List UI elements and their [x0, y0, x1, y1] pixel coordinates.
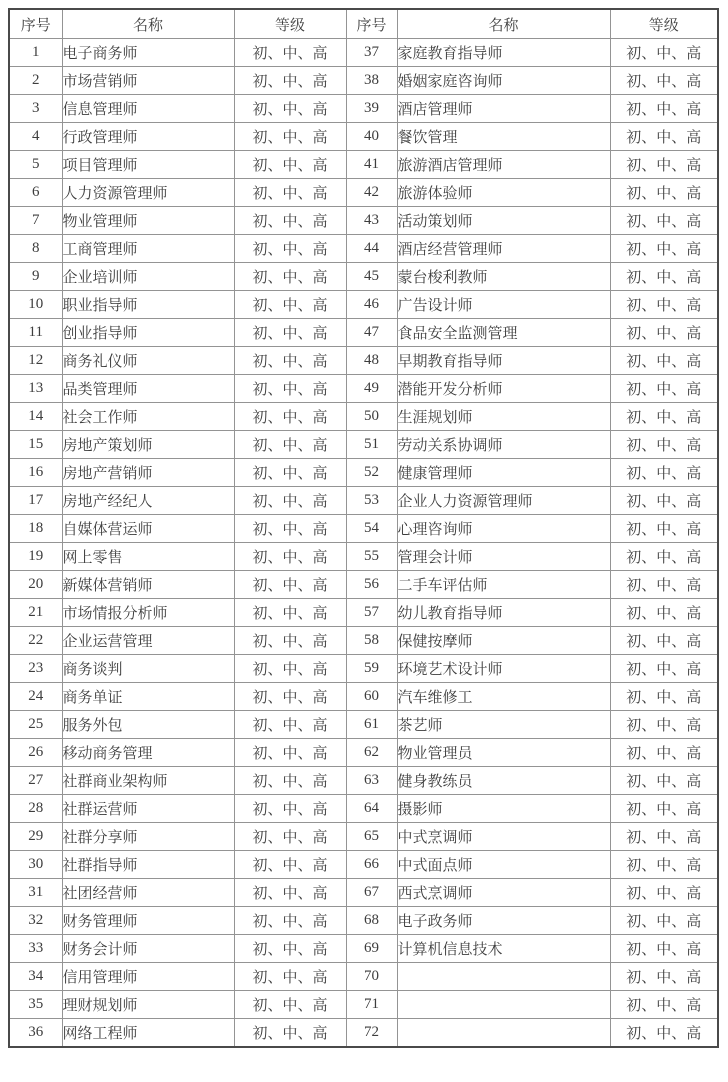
cell-level: 初、中、高 — [610, 515, 718, 543]
cell-no: 66 — [346, 851, 397, 879]
table-row — [9, 207, 718, 235]
cell-level: 初、中、高 — [610, 207, 718, 235]
table-row — [9, 459, 718, 487]
cell-name: 自媒体营运师 — [62, 515, 234, 543]
cell-no: 1 — [9, 39, 62, 67]
cell-no: 72 — [346, 1019, 397, 1048]
cell-level: 初、中、高 — [234, 95, 346, 123]
cell-level: 初、中、高 — [610, 347, 718, 375]
table-row — [9, 95, 718, 123]
cell-no: 63 — [346, 767, 397, 795]
cell-name: 移动商务管理 — [62, 739, 234, 767]
cell-level: 初、中、高 — [234, 1019, 346, 1048]
cell-level: 初、中、高 — [234, 935, 346, 963]
cell-name: 计算机信息技术 — [397, 935, 610, 963]
table-row — [9, 431, 718, 459]
cell-name: 物业管理员 — [397, 739, 610, 767]
cell-name: 汽车维修工 — [397, 683, 610, 711]
cell-name: 行政管理师 — [62, 123, 234, 151]
cell-no: 12 — [9, 347, 62, 375]
cell-name — [397, 963, 610, 991]
cell-name: 创业指导师 — [62, 319, 234, 347]
cell-level: 初、中、高 — [234, 431, 346, 459]
cell-no: 68 — [346, 907, 397, 935]
cell-level: 初、中、高 — [234, 179, 346, 207]
cell-name: 餐饮管理 — [397, 123, 610, 151]
cell-no: 26 — [9, 739, 62, 767]
cell-level: 初、中、高 — [610, 935, 718, 963]
cell-name: 蒙台梭利教师 — [397, 263, 610, 291]
cell-name: 二手车评估师 — [397, 571, 610, 599]
table-row — [9, 235, 718, 263]
cell-level: 初、中、高 — [610, 487, 718, 515]
cell-level: 初、中、高 — [610, 459, 718, 487]
cell-no: 44 — [346, 235, 397, 263]
cell-no: 32 — [9, 907, 62, 935]
cell-name: 心理咨询师 — [397, 515, 610, 543]
cell-name: 摄影师 — [397, 795, 610, 823]
cell-no: 7 — [9, 207, 62, 235]
cell-level: 初、中、高 — [234, 571, 346, 599]
cell-no: 13 — [9, 375, 62, 403]
cell-name: 信用管理师 — [62, 963, 234, 991]
cell-no: 30 — [9, 851, 62, 879]
cell-no: 51 — [346, 431, 397, 459]
cell-no: 37 — [346, 39, 397, 67]
table-row — [9, 263, 718, 291]
cell-level: 初、中、高 — [610, 543, 718, 571]
cell-no: 29 — [9, 823, 62, 851]
cell-level: 初、中、高 — [234, 627, 346, 655]
cell-no: 31 — [9, 879, 62, 907]
cell-name: 物业管理师 — [62, 207, 234, 235]
cell-level: 初、中、高 — [610, 795, 718, 823]
column-header-number-right: 序号 — [346, 9, 397, 39]
table-row — [9, 627, 718, 655]
table-row — [9, 375, 718, 403]
cell-no: 67 — [346, 879, 397, 907]
cell-name: 社群运营师 — [62, 795, 234, 823]
cell-level: 初、中、高 — [234, 207, 346, 235]
cell-no: 20 — [9, 571, 62, 599]
cell-level: 初、中、高 — [610, 95, 718, 123]
cell-no: 35 — [9, 991, 62, 1019]
cell-no: 50 — [346, 403, 397, 431]
cell-no: 40 — [346, 123, 397, 151]
cell-level: 初、中、高 — [234, 767, 346, 795]
cell-name: 职业指导师 — [62, 291, 234, 319]
cell-level: 初、中、高 — [234, 67, 346, 95]
cell-level: 初、中、高 — [234, 291, 346, 319]
cell-name: 中式烹调师 — [397, 823, 610, 851]
cell-level: 初、中、高 — [234, 319, 346, 347]
table-row — [9, 39, 718, 67]
cell-level: 初、中、高 — [234, 123, 346, 151]
cell-no: 4 — [9, 123, 62, 151]
cell-name: 早期教育指导师 — [397, 347, 610, 375]
cell-no: 71 — [346, 991, 397, 1019]
cell-level: 初、中、高 — [234, 39, 346, 67]
cell-no: 6 — [9, 179, 62, 207]
cell-no: 64 — [346, 795, 397, 823]
cell-level: 初、中、高 — [610, 67, 718, 95]
cell-name — [397, 991, 610, 1019]
cell-name: 旅游酒店管理师 — [397, 151, 610, 179]
column-header-level-left: 等级 — [234, 9, 346, 39]
cell-level: 初、中、高 — [610, 123, 718, 151]
cell-no: 34 — [9, 963, 62, 991]
cell-name: 房地产策划师 — [62, 431, 234, 459]
cell-no: 15 — [9, 431, 62, 459]
cell-level: 初、中、高 — [234, 739, 346, 767]
table-row — [9, 515, 718, 543]
cell-level: 初、中、高 — [610, 39, 718, 67]
cell-name: 财务会计师 — [62, 935, 234, 963]
cell-name: 网上零售 — [62, 543, 234, 571]
cell-no: 21 — [9, 599, 62, 627]
table-row — [9, 67, 718, 95]
cell-no: 3 — [9, 95, 62, 123]
cell-name: 社群分享师 — [62, 823, 234, 851]
cell-no: 16 — [9, 459, 62, 487]
cell-level: 初、中、高 — [610, 907, 718, 935]
table-body — [9, 39, 718, 1048]
cell-name: 项目管理师 — [62, 151, 234, 179]
cell-no: 24 — [9, 683, 62, 711]
cell-level: 初、中、高 — [234, 599, 346, 627]
cell-name: 食品安全监测管理 — [397, 319, 610, 347]
cell-level: 初、中、高 — [234, 851, 346, 879]
cell-name: 健康管理师 — [397, 459, 610, 487]
cell-no: 49 — [346, 375, 397, 403]
cell-level: 初、中、高 — [610, 319, 718, 347]
cell-name: 社会工作师 — [62, 403, 234, 431]
cell-name: 家庭教育指导师 — [397, 39, 610, 67]
cell-level: 初、中、高 — [234, 235, 346, 263]
cell-name: 幼儿教育指导师 — [397, 599, 610, 627]
cell-no: 52 — [346, 459, 397, 487]
cell-no: 57 — [346, 599, 397, 627]
cell-no: 17 — [9, 487, 62, 515]
cell-name: 电子政务师 — [397, 907, 610, 935]
cell-no: 59 — [346, 655, 397, 683]
cell-no: 9 — [9, 263, 62, 291]
column-header-name-right: 名称 — [397, 9, 610, 39]
cell-no: 36 — [9, 1019, 62, 1048]
cell-level: 初、中、高 — [610, 403, 718, 431]
cell-level: 初、中、高 — [234, 375, 346, 403]
cell-level: 初、中、高 — [610, 263, 718, 291]
cell-level: 初、中、高 — [610, 683, 718, 711]
cell-name: 新媒体营销师 — [62, 571, 234, 599]
cell-level: 初、中、高 — [610, 655, 718, 683]
table-row — [9, 935, 718, 963]
cell-no: 33 — [9, 935, 62, 963]
cell-name: 房地产经纪人 — [62, 487, 234, 515]
table-row — [9, 795, 718, 823]
cell-no: 70 — [346, 963, 397, 991]
table-row — [9, 1019, 718, 1048]
cell-level: 初、中、高 — [234, 487, 346, 515]
cell-name: 企业运营管理 — [62, 627, 234, 655]
cell-no: 61 — [346, 711, 397, 739]
cell-name: 社群指导师 — [62, 851, 234, 879]
cell-name: 旅游体验师 — [397, 179, 610, 207]
cell-no: 14 — [9, 403, 62, 431]
cell-no: 8 — [9, 235, 62, 263]
cell-name: 西式烹调师 — [397, 879, 610, 907]
cell-name: 劳动关系协调师 — [397, 431, 610, 459]
cell-no: 42 — [346, 179, 397, 207]
table-row — [9, 963, 718, 991]
cell-level: 初、中、高 — [610, 627, 718, 655]
cell-name: 服务外包 — [62, 711, 234, 739]
cell-name: 企业培训师 — [62, 263, 234, 291]
cell-no: 25 — [9, 711, 62, 739]
cell-level: 初、中、高 — [610, 963, 718, 991]
cell-no: 69 — [346, 935, 397, 963]
cell-name: 酒店管理师 — [397, 95, 610, 123]
table-row — [9, 991, 718, 1019]
cell-no: 56 — [346, 571, 397, 599]
cell-level: 初、中、高 — [234, 991, 346, 1019]
cell-name: 信息管理师 — [62, 95, 234, 123]
cell-level: 初、中、高 — [610, 599, 718, 627]
cell-level: 初、中、高 — [610, 151, 718, 179]
cell-name: 人力资源管理师 — [62, 179, 234, 207]
cell-name: 财务管理师 — [62, 907, 234, 935]
cell-level: 初、中、高 — [234, 515, 346, 543]
cell-no: 5 — [9, 151, 62, 179]
cell-level: 初、中、高 — [234, 347, 346, 375]
cell-level: 初、中、高 — [610, 179, 718, 207]
cell-no: 60 — [346, 683, 397, 711]
cell-name: 网络工程师 — [62, 1019, 234, 1048]
cell-level: 初、中、高 — [234, 655, 346, 683]
cell-level: 初、中、高 — [234, 543, 346, 571]
cell-no: 41 — [346, 151, 397, 179]
table-row — [9, 823, 718, 851]
cell-level: 初、中、高 — [610, 1019, 718, 1048]
cell-level: 初、中、高 — [610, 235, 718, 263]
table-row — [9, 319, 718, 347]
cell-name: 社群商业架构师 — [62, 767, 234, 795]
cell-level: 初、中、高 — [610, 711, 718, 739]
cell-level: 初、中、高 — [610, 571, 718, 599]
column-header-name-left: 名称 — [62, 9, 234, 39]
cell-name: 酒店经营管理师 — [397, 235, 610, 263]
table-row — [9, 571, 718, 599]
cell-no: 46 — [346, 291, 397, 319]
cell-name: 茶艺师 — [397, 711, 610, 739]
table-row — [9, 403, 718, 431]
cell-no: 39 — [346, 95, 397, 123]
cell-level: 初、中、高 — [234, 263, 346, 291]
cell-no: 62 — [346, 739, 397, 767]
table-row — [9, 907, 718, 935]
cell-name: 保健按摩师 — [397, 627, 610, 655]
table-row — [9, 179, 718, 207]
cell-no: 48 — [346, 347, 397, 375]
cell-no: 19 — [9, 543, 62, 571]
table-row — [9, 879, 718, 907]
table-header — [9, 9, 718, 39]
cell-level: 初、中、高 — [610, 767, 718, 795]
cell-level: 初、中、高 — [234, 711, 346, 739]
cell-no: 53 — [346, 487, 397, 515]
cell-name: 生涯规划师 — [397, 403, 610, 431]
cell-name: 商务谈判 — [62, 655, 234, 683]
table-row — [9, 487, 718, 515]
cell-level: 初、中、高 — [234, 879, 346, 907]
cell-name: 工商管理师 — [62, 235, 234, 263]
certification-levels-table — [8, 8, 719, 1048]
cell-name: 社团经营师 — [62, 879, 234, 907]
cell-name: 理财规划师 — [62, 991, 234, 1019]
cell-no: 18 — [9, 515, 62, 543]
table-row — [9, 151, 718, 179]
cell-name: 房地产营销师 — [62, 459, 234, 487]
cell-name: 市场营销师 — [62, 67, 234, 95]
cell-name: 商务礼仪师 — [62, 347, 234, 375]
cell-name: 品类管理师 — [62, 375, 234, 403]
cell-name: 活动策划师 — [397, 207, 610, 235]
cell-no: 27 — [9, 767, 62, 795]
header-row — [9, 9, 718, 39]
cell-level: 初、中、高 — [234, 459, 346, 487]
cell-no: 45 — [346, 263, 397, 291]
cell-name: 婚姻家庭咨询师 — [397, 67, 610, 95]
table-row — [9, 711, 718, 739]
cell-name: 环境艺术设计师 — [397, 655, 610, 683]
cell-no: 28 — [9, 795, 62, 823]
cell-no: 58 — [346, 627, 397, 655]
cell-level: 初、中、高 — [610, 375, 718, 403]
cell-name: 商务单证 — [62, 683, 234, 711]
cell-level: 初、中、高 — [234, 907, 346, 935]
cell-no: 10 — [9, 291, 62, 319]
cell-no: 47 — [346, 319, 397, 347]
cell-level: 初、中、高 — [610, 739, 718, 767]
table-row — [9, 739, 718, 767]
cell-level: 初、中、高 — [610, 851, 718, 879]
cell-name: 管理会计师 — [397, 543, 610, 571]
cell-name — [397, 1019, 610, 1048]
cell-name: 健身教练员 — [397, 767, 610, 795]
cell-no: 43 — [346, 207, 397, 235]
cell-level: 初、中、高 — [234, 403, 346, 431]
cell-name: 广告设计师 — [397, 291, 610, 319]
cell-no: 11 — [9, 319, 62, 347]
table-row — [9, 683, 718, 711]
column-header-level-right: 等级 — [610, 9, 718, 39]
cell-no: 54 — [346, 515, 397, 543]
cell-no: 2 — [9, 67, 62, 95]
table-row — [9, 291, 718, 319]
cell-name: 市场情报分析师 — [62, 599, 234, 627]
cell-level: 初、中、高 — [610, 431, 718, 459]
cell-no: 22 — [9, 627, 62, 655]
table-row — [9, 655, 718, 683]
cell-name: 电子商务师 — [62, 39, 234, 67]
table-row — [9, 599, 718, 627]
cell-level: 初、中、高 — [610, 991, 718, 1019]
cell-level: 初、中、高 — [610, 823, 718, 851]
table-row — [9, 123, 718, 151]
cell-name: 中式面点师 — [397, 851, 610, 879]
table-row — [9, 851, 718, 879]
cell-no: 23 — [9, 655, 62, 683]
table-row — [9, 767, 718, 795]
cell-level: 初、中、高 — [234, 151, 346, 179]
cell-level: 初、中、高 — [234, 823, 346, 851]
cell-name: 企业人力资源管理师 — [397, 487, 610, 515]
cell-level: 初、中、高 — [234, 795, 346, 823]
cell-no: 65 — [346, 823, 397, 851]
cell-level: 初、中、高 — [610, 291, 718, 319]
cell-no: 38 — [346, 67, 397, 95]
cell-level: 初、中、高 — [234, 963, 346, 991]
column-header-number-left: 序号 — [9, 9, 62, 39]
table-row — [9, 543, 718, 571]
cell-name: 潜能开发分析师 — [397, 375, 610, 403]
table-row — [9, 347, 718, 375]
cell-no: 55 — [346, 543, 397, 571]
cell-level: 初、中、高 — [610, 879, 718, 907]
cell-level: 初、中、高 — [234, 683, 346, 711]
